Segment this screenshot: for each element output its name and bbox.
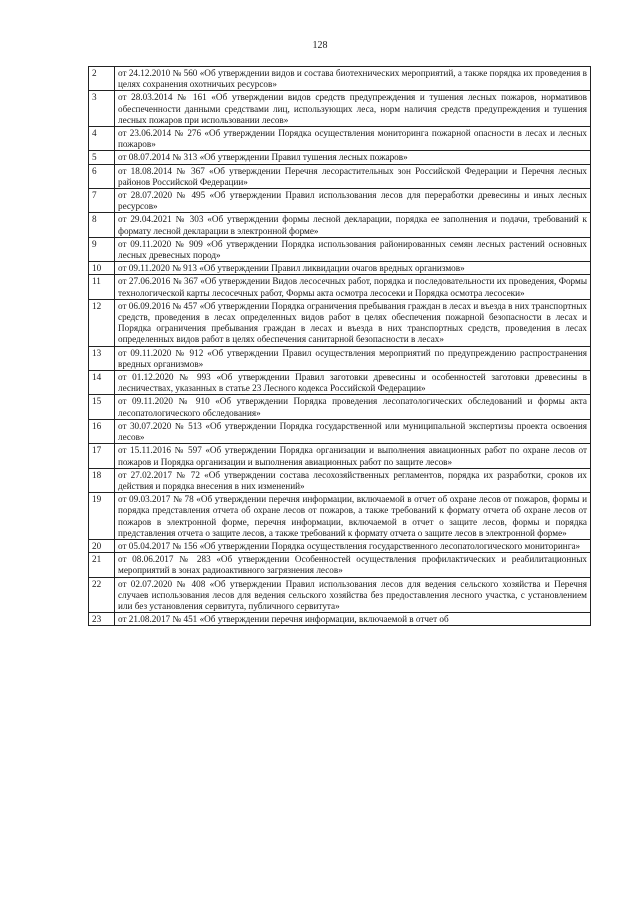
row-number: 23: [89, 613, 115, 626]
row-number: 8: [89, 213, 115, 237]
row-number: 22: [89, 577, 115, 613]
table-row: [89, 577, 591, 613]
row-number: 18: [89, 468, 115, 492]
table-row: [89, 151, 591, 164]
table-row: [89, 275, 591, 299]
row-text: от 09.11.2020 № 913 «Об утверждении Правил ликвидации очагов вредных организмов»: [115, 262, 591, 275]
table-row: [89, 444, 591, 468]
row-text: от 05.04.2017 № 156 «Об утверждении Порядка осуществления государственного лесопатологического мониторинга»: [115, 539, 591, 552]
regulations-table-body: [89, 67, 591, 626]
row-number: 13: [89, 346, 115, 370]
table-row: [89, 395, 591, 419]
row-number: 4: [89, 127, 115, 151]
row-text: от 24.12.2010 № 560 «Об утверждении видов и состава биотехнических мероприятий, а также порядка их проведения в целях сохранения охотничьих ресурсов»: [115, 67, 591, 91]
table-row: [89, 213, 591, 237]
row-number: 9: [89, 237, 115, 261]
row-number: 6: [89, 164, 115, 188]
row-number: 20: [89, 539, 115, 552]
table-row: [89, 262, 591, 275]
row-number: 11: [89, 275, 115, 299]
row-text: от 18.08.2014 № 367 «Об утверждении Перечня лесорастительных зон Российской Федерации и Перечня лесных районов Российской Федерации»: [115, 164, 591, 188]
table-row: [89, 346, 591, 370]
table-row: [89, 468, 591, 492]
row-number: 21: [89, 553, 115, 577]
row-number: 2: [89, 67, 115, 91]
row-number: 19: [89, 493, 115, 540]
table-row: [89, 493, 591, 540]
row-text: от 27.06.2016 № 367 «Об утверждении Видов лесосечных работ, порядка и последовательности их проведения, Формы технологической карты лесосечных работ, Формы акта осмотра лесосеки и Порядка осмотра лесосеки»: [115, 275, 591, 299]
row-text: от 30.07.2020 № 513 «Об утверждении Порядка государственной или муниципальной экспертизы проекта освоения лесов»: [115, 419, 591, 443]
row-text: от 09.03.2017 № 78 «Об утверждении перечня информации, включаемой в отчет об охране лесов от пожаров, формы и порядка представления отчета об охране лесов от пожаров, а также требований к формату отчета об охране лесов от пожаров в электронной форме, перечня информации, включаемой в отчет о защите лесов, формы и порядка представления отчета о защите лесов, а также требований к формату отчета о защите лесов в электронной форме»: [115, 493, 591, 540]
row-text: от 27.02.2017 № 72 «Об утверждении состава лесохозяйственных регламентов, порядка их разработки, сроков их действия и порядка внесения в них изменений»: [115, 468, 591, 492]
table-row: [89, 299, 591, 346]
table-row: [89, 553, 591, 577]
row-text: от 09.11.2020 № 909 «Об утверждении Порядка использования районированных семян лесных растений основных лесных древесных пород»: [115, 237, 591, 261]
row-number: 14: [89, 371, 115, 395]
table-row: [89, 371, 591, 395]
table-row: [89, 539, 591, 552]
row-text: от 28.07.2020 № 495 «Об утверждении Правил использования лесов для переработки древесины и иных лесных ресурсов»: [115, 189, 591, 213]
row-text: от 01.12.2020 № 993 «Об утверждении Правил заготовки древесины и особенностей заготовки древесины в лесничествах, указанных в статье 23 Лесного кодекса Российской Федерации»: [115, 371, 591, 395]
regulations-table: [88, 66, 591, 626]
row-text: от 15.11.2016 № 597 «Об утверждении Порядка организации и выполнения авиационных работ по охране лесов от пожаров и Порядка организации и выполнения авиационных работ по защите лесов»: [115, 444, 591, 468]
row-number: 12: [89, 299, 115, 346]
row-text: от 21.08.2017 № 451 «Об утверждении перечня информации, включаемой в отчет об: [115, 613, 591, 626]
row-number: 7: [89, 189, 115, 213]
table-row: [89, 127, 591, 151]
table-row: [89, 189, 591, 213]
page-number: 128: [312, 40, 328, 51]
table-row: [89, 164, 591, 188]
row-text: от 06.09.2016 № 457 «Об утверждении Порядка ограничения пребывания граждан в лесах и въезда в них транспортных средств, проведения в лесах определенных видов работ в целях обеспечения пожарной безопасности в лесах и Порядка ограничения пребывания граждан в лесах и въезда в них транспортных средств, проведения в лесах определенных видов работ в целях обеспечения санитарной безопасности в лесах»: [115, 299, 591, 346]
table-row: [89, 67, 591, 91]
row-text: от 02.07.2020 № 408 «Об утверждении Правил использования лесов для ведения сельского хозяйства и Перечня случаев использования лесов для ведения сельского хозяйства без предоставления лесного участка, с установлением или без установления сервитута, публичного сервитута»: [115, 577, 591, 613]
row-text: от 09.11.2020 № 912 «Об утверждении Правил осуществления мероприятий по предупреждению распространения вредных организмов»: [115, 346, 591, 370]
row-number: 17: [89, 444, 115, 468]
table-row: [89, 91, 591, 127]
row-text: от 28.03.2014 № 161 «Об утверждении видов средств предупреждения и тушения лесных пожаров, нормативов обеспеченности данными средствами лиц, использующих леса, норм наличия средств предупреждения и тушения лесных пожаров при использовании лесов»: [115, 91, 591, 127]
row-number: 10: [89, 262, 115, 275]
row-number: 5: [89, 151, 115, 164]
row-text: от 08.07.2014 № 313 «Об утверждении Правил тушения лесных пожаров»: [115, 151, 591, 164]
row-text: от 23.06.2014 № 276 «Об утверждении Порядка осуществления мониторинга пожарной опасности в лесах и лесных пожаров»: [115, 127, 591, 151]
row-text: от 09.11.2020 № 910 «Об утверждении Порядка проведения лесопатологических обследований и формы акта лесопатологического обследования»: [115, 395, 591, 419]
table-row: [89, 237, 591, 261]
row-text: от 29.04.2021 № 303 «Об утверждении формы лесной декларации, порядка ее заполнения и подачи, требований к формату лесной декларации в электронной форме»: [115, 213, 591, 237]
table-row: [89, 419, 591, 443]
row-number: 3: [89, 91, 115, 127]
table-row: [89, 613, 591, 626]
row-number: 15: [89, 395, 115, 419]
row-text: от 08.06.2017 № 283 «Об утверждении Особенностей осуществления профилактических и реабилитационных мероприятий в зонах радиоактивного загрязнения лесов»: [115, 553, 591, 577]
row-number: 16: [89, 419, 115, 443]
